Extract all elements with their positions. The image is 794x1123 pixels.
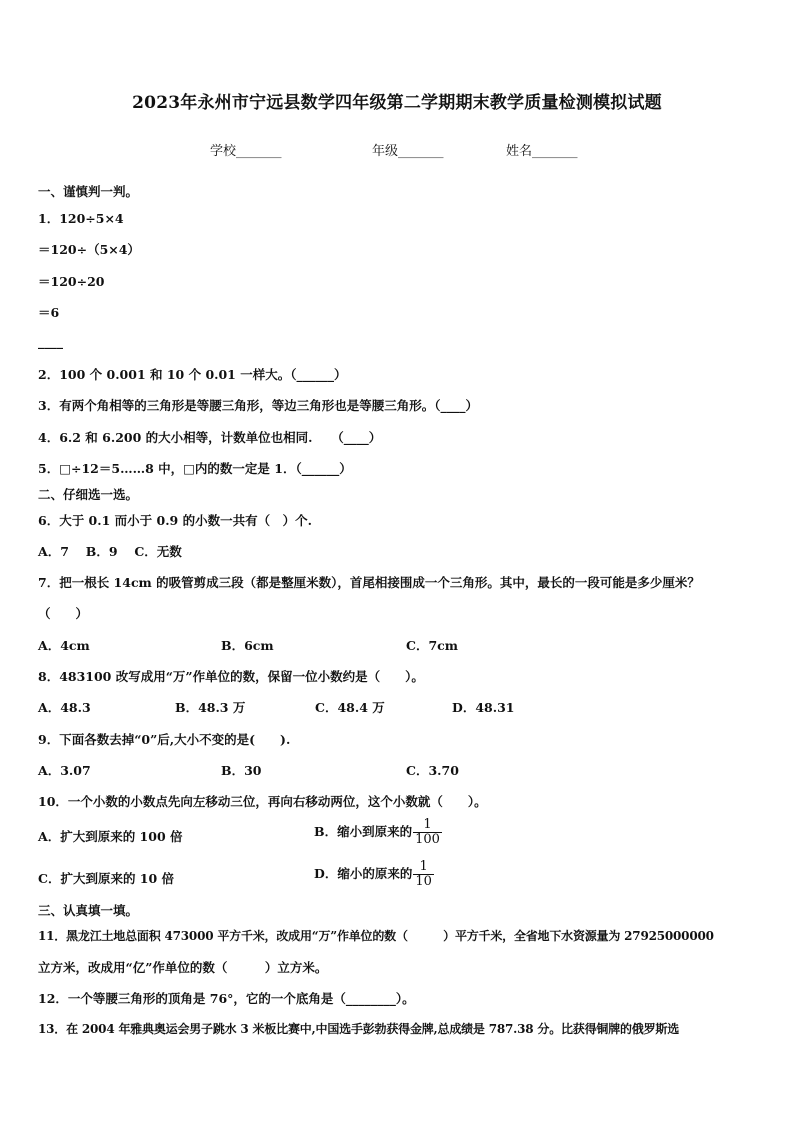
question-2: 2．100 个 0.001 和 10 个 0.01 一样大。（______） [38, 367, 347, 382]
q7-option-b[interactable]: B．6cm [221, 638, 274, 653]
q8-option-b[interactable]: B．48.3 万 [175, 700, 246, 715]
q8-option-a[interactable]: A．48.3 [38, 700, 91, 715]
q8-option-c[interactable]: C．48.4 万 [315, 700, 385, 715]
fraction-numerator: 1 [423, 817, 432, 832]
q10-options-row1 [38, 818, 738, 854]
section-heading-fill: 三、认真填一填。 [38, 903, 139, 918]
question-13: 13．在 2004 年雅典奥运会男子跳水 3 米板比赛中,中国选手彭勃获得金牌,总成绩是 787.38 分。比获得铜牌的俄罗斯选 [38, 1022, 679, 1036]
fraction-denominator: 10 [415, 874, 432, 889]
question-12: 12．一个等腰三角形的顶角是 76°，它的一个底角是（________）。 [38, 991, 415, 1006]
q7-paren: （ ） [38, 606, 89, 621]
q9-option-c[interactable]: C．3.70 [406, 763, 459, 778]
question-11-line1: 11．黑龙江土地总面积 473000 平方千米，改成用“万”作单位的数（ ）平方千米，全省地下水资源量为 27925000000 [38, 929, 714, 943]
fraction-numerator: 1 [419, 859, 428, 874]
q8-option-d[interactable]: D．48.31 [452, 700, 515, 715]
q10-option-b-fraction [413, 818, 442, 847]
q10-option-c[interactable]: C．扩大到原来的 10 倍 [38, 871, 175, 886]
question-7: 7．把一根长 14cm 的吸管剪成三段（都是整厘米数），首尾相接围成一个三角形。其中，最长的一段可能是多少厘米？ [38, 575, 700, 590]
question-10: 10．一个小数的小数点先向左移动三位，再向右移动两位，这个小数就（ ）。 [38, 794, 487, 809]
q10-option-b[interactable] [314, 818, 442, 847]
q10-option-d-fraction [413, 860, 434, 889]
q7-option-c[interactable]: C．7cm [406, 638, 458, 653]
q6-options: A．7 B．9 C．无数 [38, 544, 182, 559]
q10-option-d[interactable] [314, 860, 434, 889]
q9-option-b[interactable]: B．30 [221, 763, 262, 778]
name-field: 姓名_______ [506, 144, 578, 159]
q10-option-a[interactable]: A．扩大到原来的 100 倍 [38, 829, 183, 844]
fraction-denominator: 100 [415, 832, 440, 847]
q10-option-b-label: B．缩小到原来的 [314, 824, 413, 839]
q1-line2: ＝120÷（5×4） [38, 242, 140, 257]
question-5: 5．□÷12＝5……8 中，□内的数一定是 1．（______） [38, 461, 352, 476]
section-heading-choose: 二、仔细选一选。 [38, 487, 139, 502]
q10-option-d-label: D．缩小的原来的 [314, 866, 413, 881]
question-3: 3．有两个角相等的三角形是等腰三角形，等边三角形也是等腰三角形。（____） [38, 398, 478, 413]
question-11-line2: 立方米，改成用“亿”作单位的数（ ）立方米。 [38, 960, 328, 975]
exam-title: 2023年永州市宁远县数学四年级第二学期期末教学质量检测模拟试题 [132, 93, 662, 113]
question-6: 6．大于 0.1 而小于 0.9 的小数一共有（ ）个. [38, 513, 312, 528]
q9-option-a[interactable]: A．3.07 [38, 763, 91, 778]
q1-line1: 1．120÷5×4 [38, 211, 124, 226]
question-9: 9．下面各数去掉“0”后,大小不变的是( ). [38, 732, 291, 747]
q1-answer-blank[interactable]: ____ [38, 334, 63, 349]
question-8: 8．483100 改写成用“万”作单位的数，保留一位小数约是（ ）。 [38, 669, 424, 684]
school-field: 学校_______ [210, 144, 282, 159]
q1-line3: ＝120÷20 [38, 274, 105, 289]
grade-field: 年级_______ [372, 144, 444, 159]
q7-option-a[interactable]: A．4cm [38, 638, 90, 653]
question-4: 4．6.2 和 6.200 的大小相等，计数单位也相同. （____） [38, 430, 382, 445]
q1-line4: ＝6 [38, 305, 60, 320]
section-heading-judge: 一、谨慎判一判。 [38, 184, 139, 199]
q10-options-row2 [38, 860, 738, 896]
